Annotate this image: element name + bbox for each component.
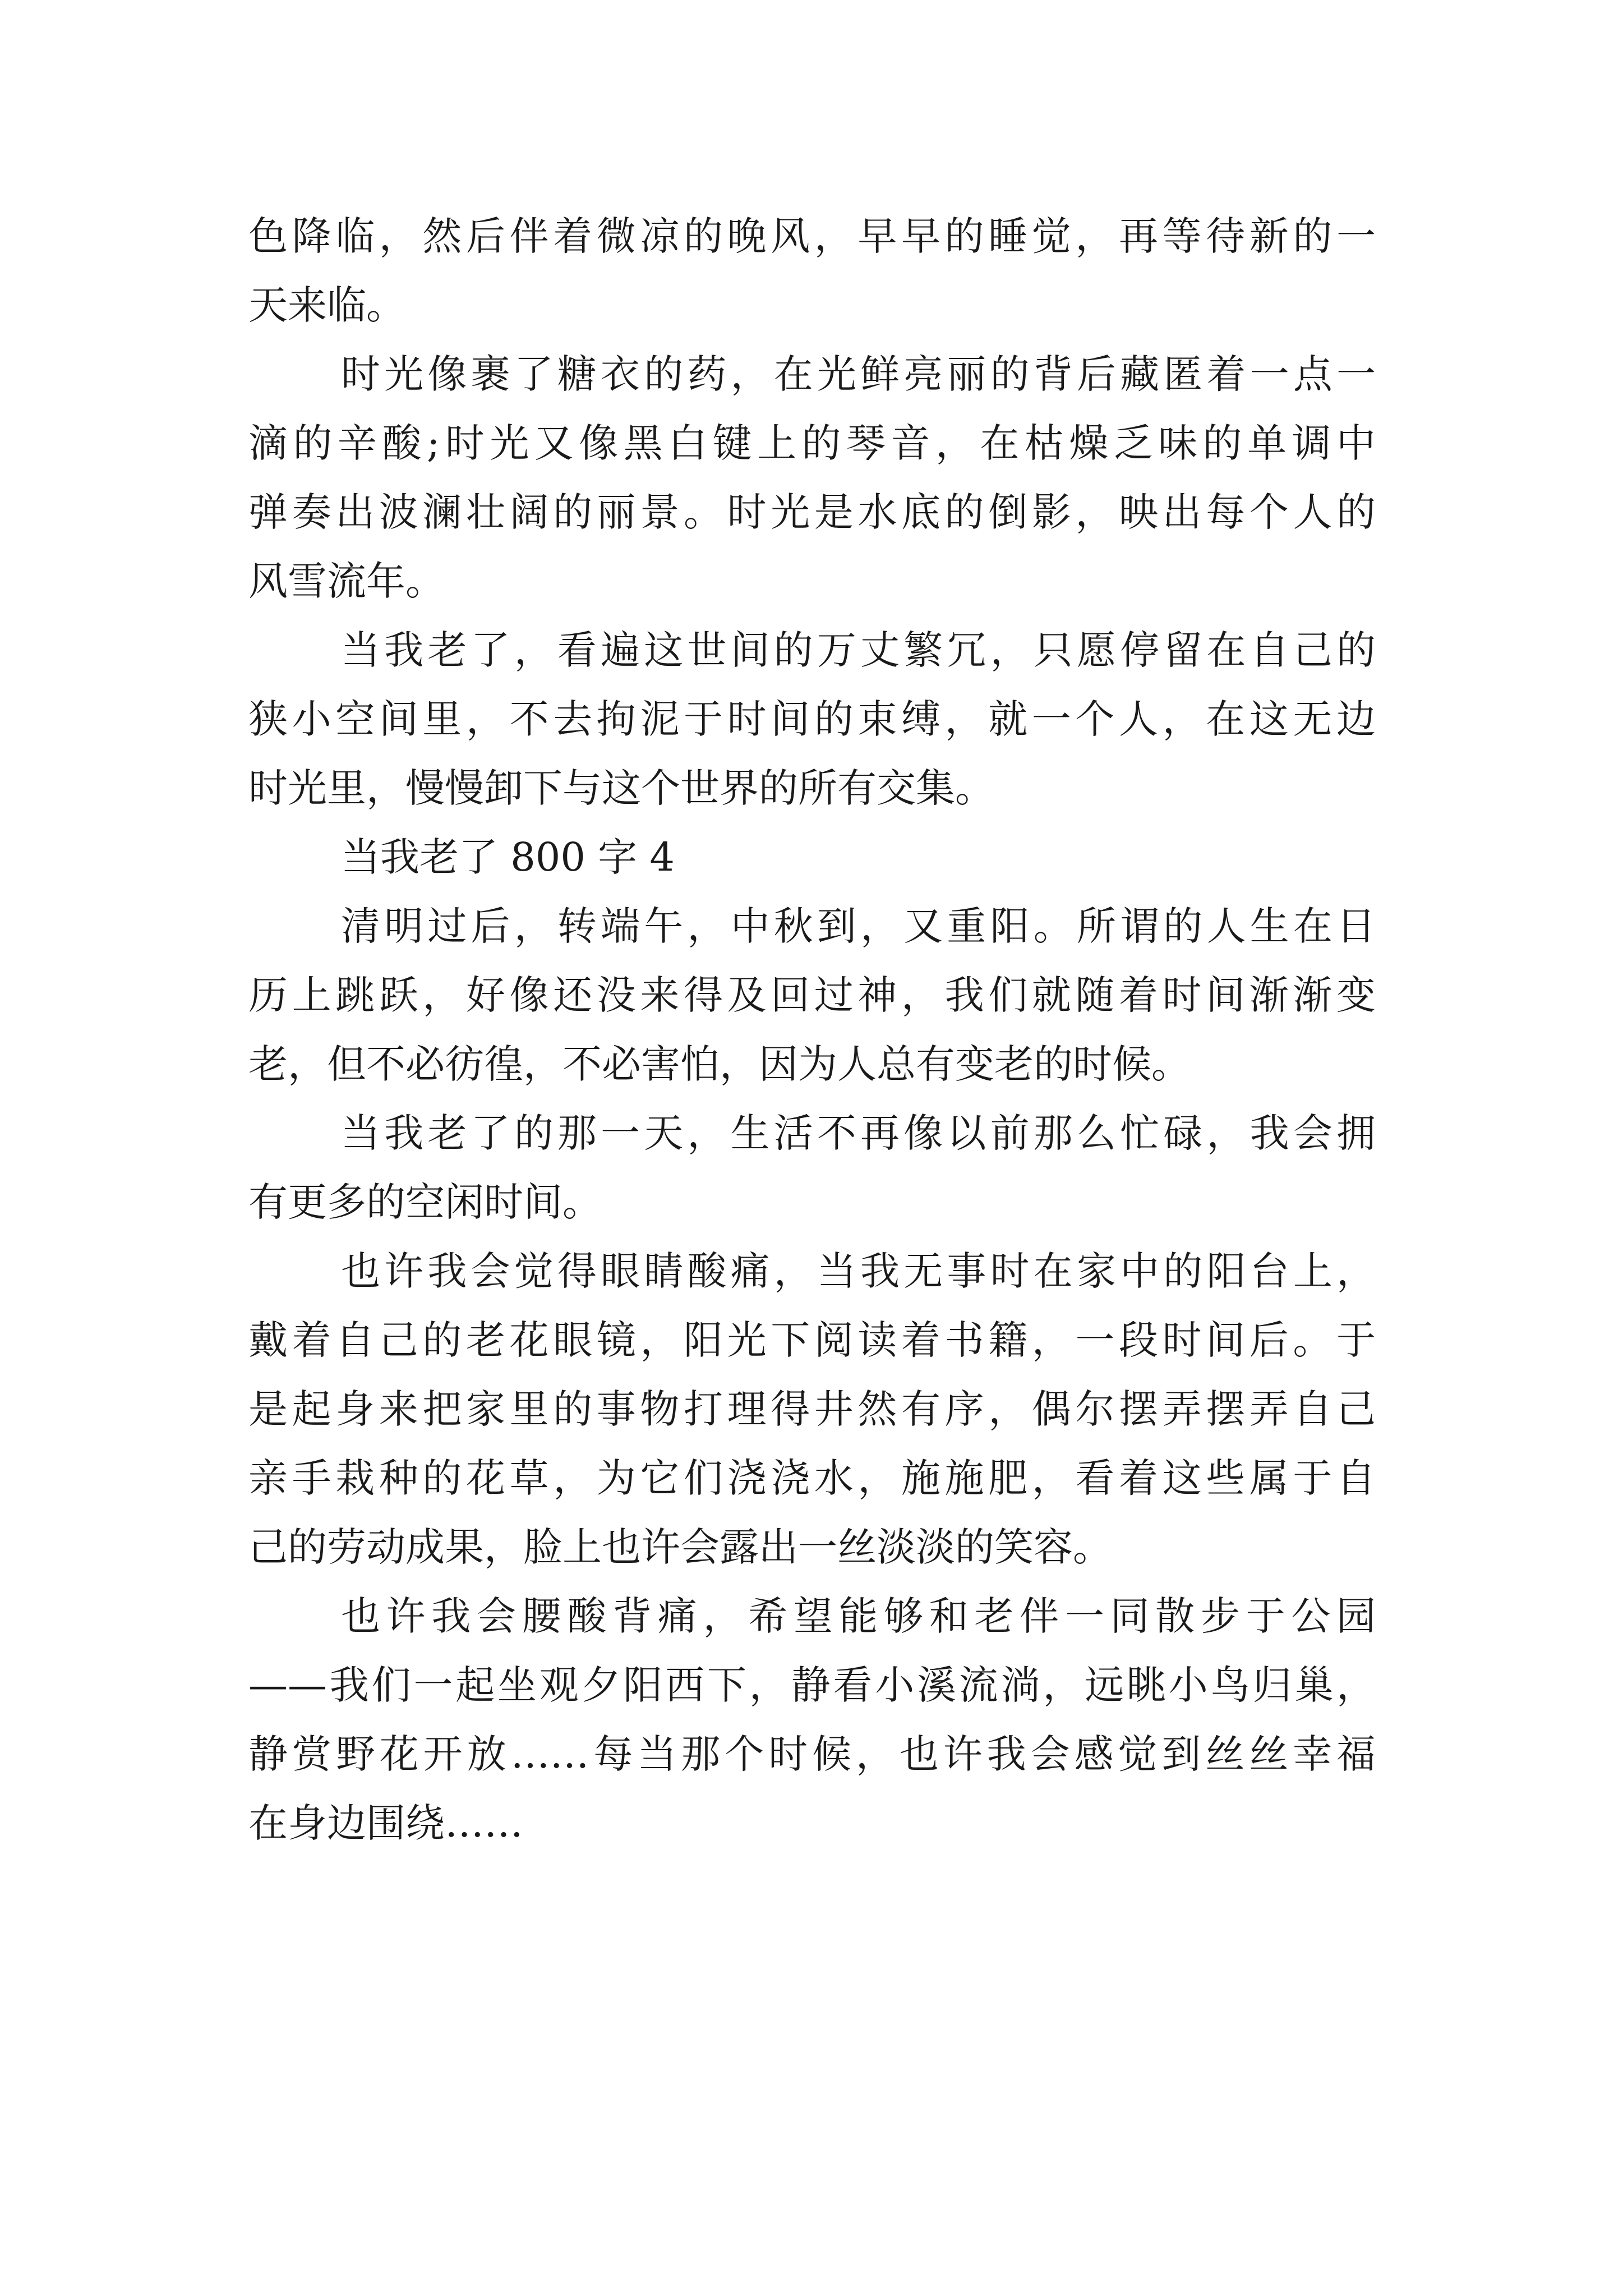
text-line: 狭小空间里，不去拘泥于时间的束缚，就一个人，在这无边 (248, 696, 1376, 742)
text-line: 也许我会觉得眼睛酸痛，当我无事时在家中的阳台上， (341, 1248, 1376, 1294)
essay-text (248, 202, 1376, 1858)
text-line: 天来临。 (248, 282, 405, 328)
text-line: 弹奏出波澜壮阔的丽景。时光是水底的倒影，映出每个人的 (248, 489, 1376, 535)
text-line: 戴着自己的老花眼镜，阳光下阅读着书籍，一段时间后。于 (248, 1317, 1376, 1363)
text-line: ——我们一起坐观夕阳西下，静看小溪流淌，远眺小鸟归巢， (248, 1662, 1376, 1708)
text-line: 是起身来把家里的事物打理得井然有序，偶尔摆弄摆弄自己 (248, 1386, 1376, 1432)
text-line: 也许我会腰酸背痛，希望能够和老伴一同散步于公园 (341, 1593, 1376, 1639)
text-line: 当我老了，看遍这世间的万丈繁冗，只愿停留在自己的 (341, 627, 1376, 673)
section-heading: 当我老了 800 字 4 (341, 834, 675, 880)
text-line: 时光里，慢慢卸下与这个世界的所有交集。 (248, 765, 994, 811)
text-line: 有更多的空闲时间。 (248, 1179, 602, 1225)
text-line: 时光像裹了糖衣的药，在光鲜亮丽的背后藏匿着一点一 (341, 351, 1376, 397)
text-line: 色降临，然后伴着微凉的晚风，早早的睡觉，再等待新的一 (248, 213, 1376, 259)
text-line: 老，但不必彷徨，不必害怕，因为人总有变老的时候。 (248, 1041, 1191, 1087)
text-line: 当我老了的那一天，生活不再像以前那么忙碌，我会拥 (341, 1110, 1376, 1156)
text-line: 滴的辛酸;时光又像黑白键上的琴音，在枯燥乏味的单调中 (248, 420, 1376, 466)
text-line: 己的劳动成果，脸上也许会露出一丝淡淡的笑容。 (248, 1524, 1112, 1570)
text-line: 亲手栽种的花草，为它们浇浇水，施施肥，看着这些属于自 (248, 1455, 1376, 1501)
text-line: 清明过后，转端午，中秋到，又重阳。所谓的人生在日 (341, 903, 1376, 949)
text-line: 风雪流年。 (248, 558, 445, 604)
text-line: 静赏野花开放……每当那个时候，也许我会感觉到丝丝幸福 (248, 1731, 1376, 1777)
text-line: 历上跳跃，好像还没来得及回过神，我们就随着时间渐渐变 (248, 972, 1376, 1018)
text-line: 在身边围绕…… (248, 1800, 523, 1846)
